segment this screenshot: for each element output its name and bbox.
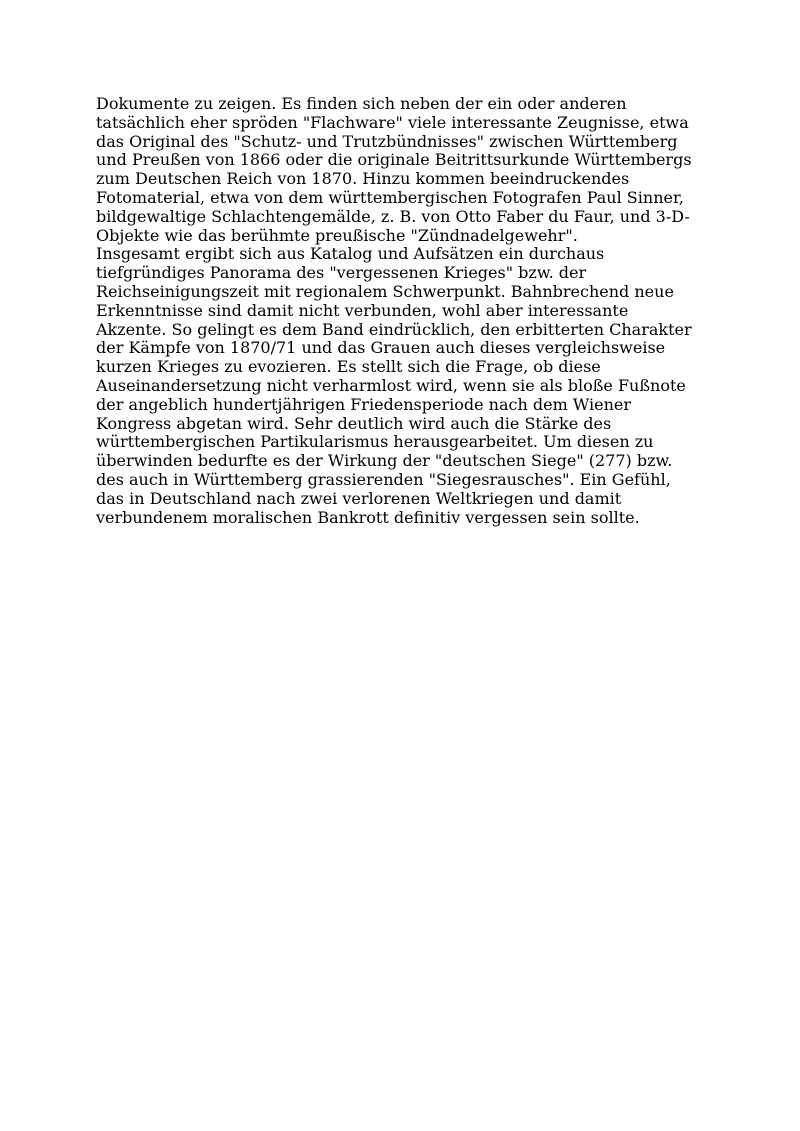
text-line: Objekte wie das berühmte preußische "Zündnadelgewehr".: [96, 225, 578, 245]
text-line: der angeblich hundertjährigen Friedensperiode nach dem Wiener: [96, 394, 632, 414]
text-line: tatsächlich eher spröden "Flachware" viele interessante Zeugnisse, etwa: [96, 112, 689, 132]
text-line: Dokumente zu zeigen. Es finden sich neben der ein oder anderen: [96, 94, 627, 113]
text-line: Reichseinigungszeit mit regionalem Schwerpunkt. Bahnbrechend neue: [96, 281, 674, 301]
text-line: Insgesamt ergibt sich aus Katalog und Aufsätzen ein durchaus: [96, 244, 605, 264]
text-line: verbundenem moralischen Bankrott definitiv vergessen sein sollte.: [96, 507, 640, 527]
text-line: das Original des "Schutz- und Trutzbündnisses" zwischen Württemberg: [96, 131, 678, 151]
text-line: tiefgründiges Panorama des "vergessenen Krieges" bzw. der: [96, 263, 587, 283]
text-line: überwinden bedurfte es der Wirkung der "deutschen Siege" (277) bzw.: [96, 451, 673, 471]
text-line: der Kämpfe von 1870/71 und das Grauen auch dieses vergleichsweise: [96, 338, 666, 358]
text-line: und Preußen von 1866 oder die originale Beitrittsurkunde Württembergs: [96, 150, 692, 170]
body-text: [96, 95, 716, 527]
text-line: Fotomaterial, etwa von dem württembergischen Fotografen Paul Sinner,: [96, 187, 684, 207]
text-line: zum Deutschen Reich von 1870. Hinzu kommen beeindruckendes: [96, 169, 630, 189]
text-line: Auseinandersetzung nicht verharmlost wird, wenn sie als bloße Fußnote: [96, 375, 686, 395]
text-line: des auch in Württemberg grassierenden "Siegesrausches". Ein Gefühl,: [96, 469, 671, 489]
text-line: Kongress abgetan wird. Sehr deutlich wird auch die Stärke des: [96, 413, 612, 433]
text-line: das in Deutschland nach zwei verlorenen Weltkriegen und damit: [96, 488, 622, 508]
text-line: württembergischen Partikularismus herausgearbeitet. Um diesen zu: [96, 432, 654, 452]
text-line: bildgewaltige Schlachtengemälde, z. B. von Otto Faber du Faur, und 3-D-: [96, 206, 690, 226]
text-line: Akzente. So gelingt es dem Band eindrücklich, den erbitterten Charakter: [96, 319, 692, 339]
text-line: kurzen Krieges zu evozieren. Es stellt sich die Frage, ob diese: [96, 357, 601, 377]
text-line: Erkenntnisse sind damit nicht verbunden, wohl aber interessante: [96, 300, 629, 320]
